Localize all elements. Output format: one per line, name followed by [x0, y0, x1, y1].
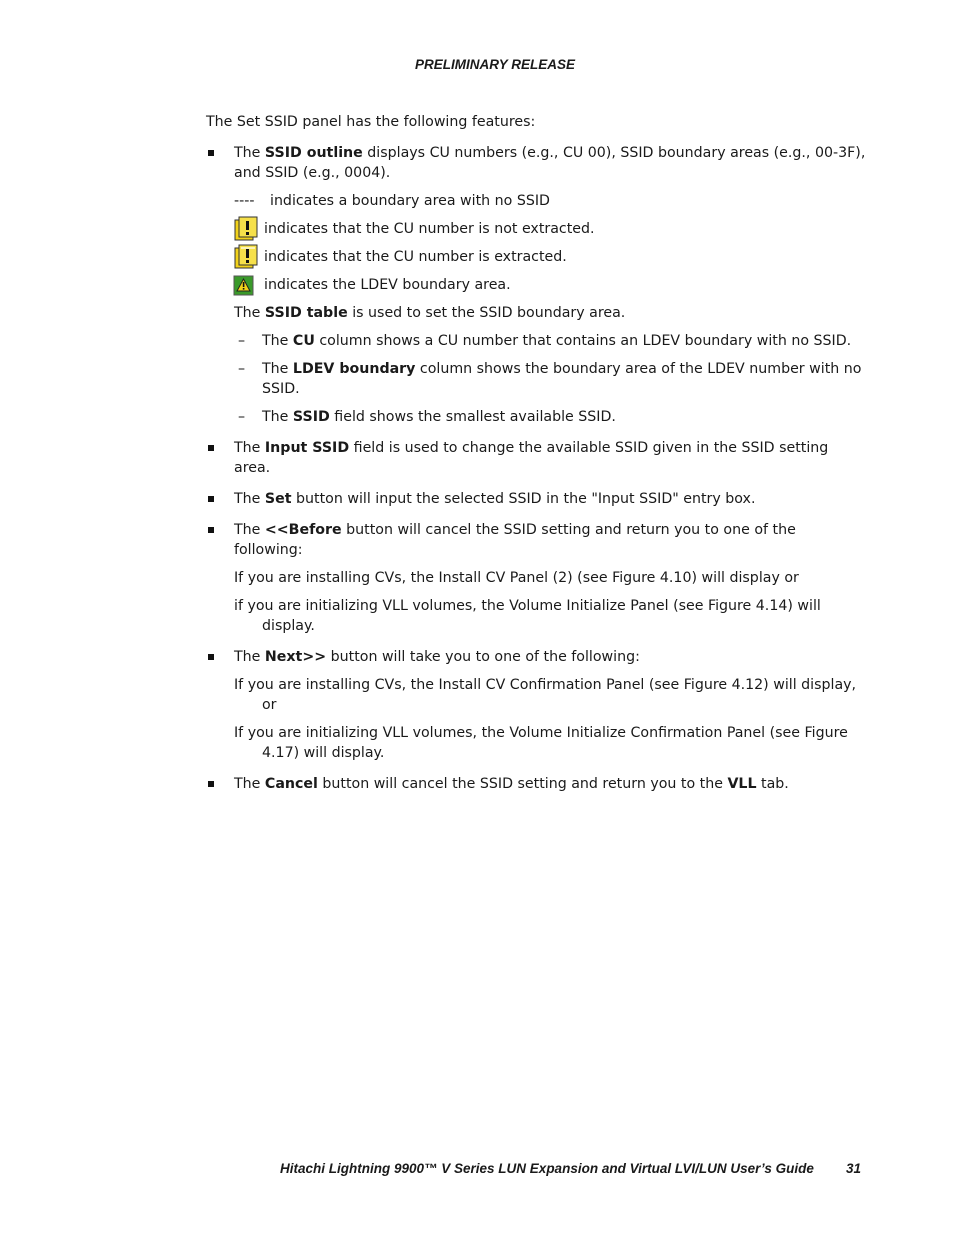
bullet-square-icon	[208, 496, 214, 502]
bullet-square-icon	[208, 527, 214, 533]
before-option-install-cv: If you are installing CVs, the Install CV Panel (2) (see Figure 4.10) will display or	[234, 570, 799, 586]
cu-not-extracted-icon	[232, 216, 260, 242]
bullet-before: The <<Before button will cancel the SSID setting and return you to one of the following: If you are installing CVs, the Install CV Panel (2) (see Figure 4.10) will display or if you are initializing VLL volumes, the Volume Initialize Panel (see Figure 4.14) will display.	[206, 520, 866, 636]
page-number: 31	[846, 1161, 862, 1176]
dash-item-ssid: – The SSID field shows the smallest available SSID.	[238, 409, 616, 425]
legend-no-ssid: ---- indicates a boundary area with no SSID	[234, 193, 550, 209]
running-header: PRELIMINARY RELEASE	[414, 57, 576, 72]
bullet-input-ssid: The Input SSID field is used to change the available SSID given in the SSID setting area.	[206, 438, 866, 478]
bullet-square-icon	[208, 781, 214, 787]
ldev-boundary-icon	[232, 272, 260, 298]
running-footer-title: Hitachi Lightning 9900™ V Series LUN Expansion and Virtual LVI/LUN User’s Guide	[280, 1161, 814, 1176]
legend-cu-extracted: indicates that the CU number is extracted.	[234, 247, 866, 267]
page-body	[206, 112, 866, 805]
dash-item-ldev-boundary: – The LDEV boundary column shows the boundary area of the LDEV number with no SSID.	[238, 361, 862, 397]
bullet-ssid-outline	[206, 143, 866, 427]
dash-bullet: –	[238, 361, 246, 377]
bullet-text: The SSID outline displays CU numbers (e.g., CU 00), SSID boundary areas (e.g., 00-3F), and SSID (e.g., 0004).	[234, 145, 866, 181]
ssid-table-description: The SSID table is used to set the SSID boundary area.	[234, 305, 626, 321]
bullet-square-icon	[208, 654, 214, 660]
cu-extracted-icon	[232, 244, 260, 270]
dash-marker: ----	[234, 193, 255, 209]
legend-cu-not-extracted: indicates that the CU number is not extracted.	[234, 219, 866, 239]
bullet-square-icon	[208, 150, 214, 156]
intro-paragraph: The Set SSID panel has the following features:	[206, 114, 536, 130]
next-option-install-cv: If you are installing CVs, the Install CV Confirmation Panel (see Figure 4.12) will display, or	[234, 677, 857, 713]
legend-ldev-boundary: indicates the LDEV boundary area.	[234, 275, 866, 295]
dash-item-cu: – The CU column shows a CU number that contains an LDEV boundary with no SSID.	[238, 333, 852, 349]
bullet-next: The Next>> button will take you to one of the following: If you are installing CVs, the Install CV Confirmation Panel (see Figure 4.12) will display, or If you are initializing VLL volumes, the Volume Initialize Confirmation Panel (see Figure 4.17) will display.	[206, 647, 866, 763]
bullet-cancel: The Cancel button will cancel the SSID setting and return you to the VLL tab.	[206, 774, 866, 794]
bullet-square-icon	[208, 445, 214, 451]
before-option-initialize-vll: if you are initializing VLL volumes, the Volume Initialize Panel (see Figure 4.14) will display.	[234, 598, 821, 634]
bullet-set: The Set button will input the selected SSID in the "Input SSID" entry box.	[206, 489, 866, 509]
next-option-initialize-vll: If you are initializing VLL volumes, the Volume Initialize Confirmation Panel (see Figure 4.17) will display.	[234, 725, 848, 761]
dash-bullet: –	[238, 333, 246, 349]
dash-bullet: –	[238, 409, 246, 425]
